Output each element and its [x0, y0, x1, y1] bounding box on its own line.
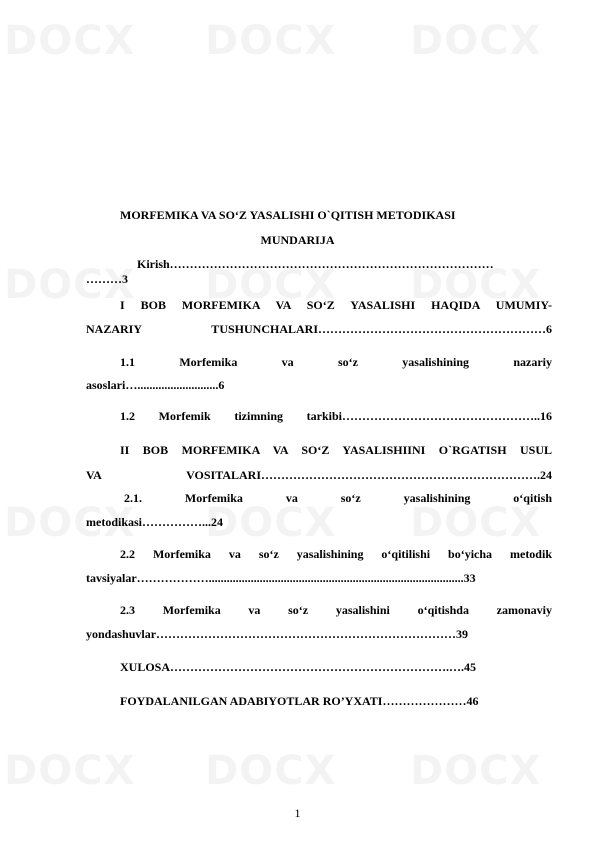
contents-heading: MUNDARIJA: [260, 233, 335, 247]
toc-entry-2-2-cont: tavsiyalar……………….....................................................................................33: [86, 571, 476, 585]
document-title: MORFEMIKA VA SO‘Z YASALISHI O`QITISH METODIKASI: [120, 208, 456, 222]
toc-entry-1-1-cont: asoslari…...........................6: [86, 378, 225, 392]
toc-entry-2-2: 2.2 Morfemika va so‘z yasalishining o‘qitilishi bo‘yicha metodik: [120, 547, 552, 561]
toc-entry-2-1-cont: metodikasi……………...24: [86, 515, 224, 529]
toc-entry-chapter-1: I BOB MORFEMIKA VA SO‘Z YASALISHI HAQIDA UMUMIY-: [120, 298, 552, 312]
watermark-text: [410, 500, 541, 546]
toc-entry-conclusion: XULOSA…………………………………………………………….….45: [120, 660, 477, 674]
toc-entry-2-3-cont: yondashuvlar…………………………………………………………………39: [86, 627, 469, 641]
toc-entry-1-2: 1.2 Morfemik tizimning tarkibi…………………………………………..16: [120, 409, 552, 423]
toc-entry-2-3: 2.3 Morfemika va so‘z yasalishini o‘qitishda zamonaviy: [120, 603, 552, 617]
watermark-text: [4, 748, 135, 794]
toc-entry-chapter-1-cont: NAZARIY TUSHUNCHALARI…………………………………………………6: [86, 322, 552, 336]
watermark-text: [4, 18, 135, 64]
watermark-text: [205, 500, 336, 546]
watermark-text: [410, 748, 541, 794]
watermark-text: [205, 748, 336, 794]
watermark-text: [410, 18, 541, 64]
toc-entry-2-1: 2.1. Morfemika va so‘z yasalishining o‘qitish: [124, 491, 552, 505]
toc-entry-intro-page: ………3: [86, 272, 128, 286]
toc-entry-intro: Kirish………………………………………………………………………: [137, 257, 494, 271]
toc-entry-1-1: 1.1 Morfemika va so‘z yasalishining nazariy: [120, 355, 552, 369]
watermark-text: [205, 18, 336, 64]
toc-entry-references: FOYDALANILGAN ADABIYOTLAR RO’YXATI…………………46: [120, 694, 479, 708]
page-number: 1: [294, 806, 301, 820]
toc-entry-chapter-2-cont: VA VOSITALARI…………………………………………………………….24: [86, 468, 552, 482]
toc-entry-chapter-2: II BOB MORFEMIKA VA SO‘Z YASALISHIINI O`RGATISH USUL: [120, 443, 552, 457]
